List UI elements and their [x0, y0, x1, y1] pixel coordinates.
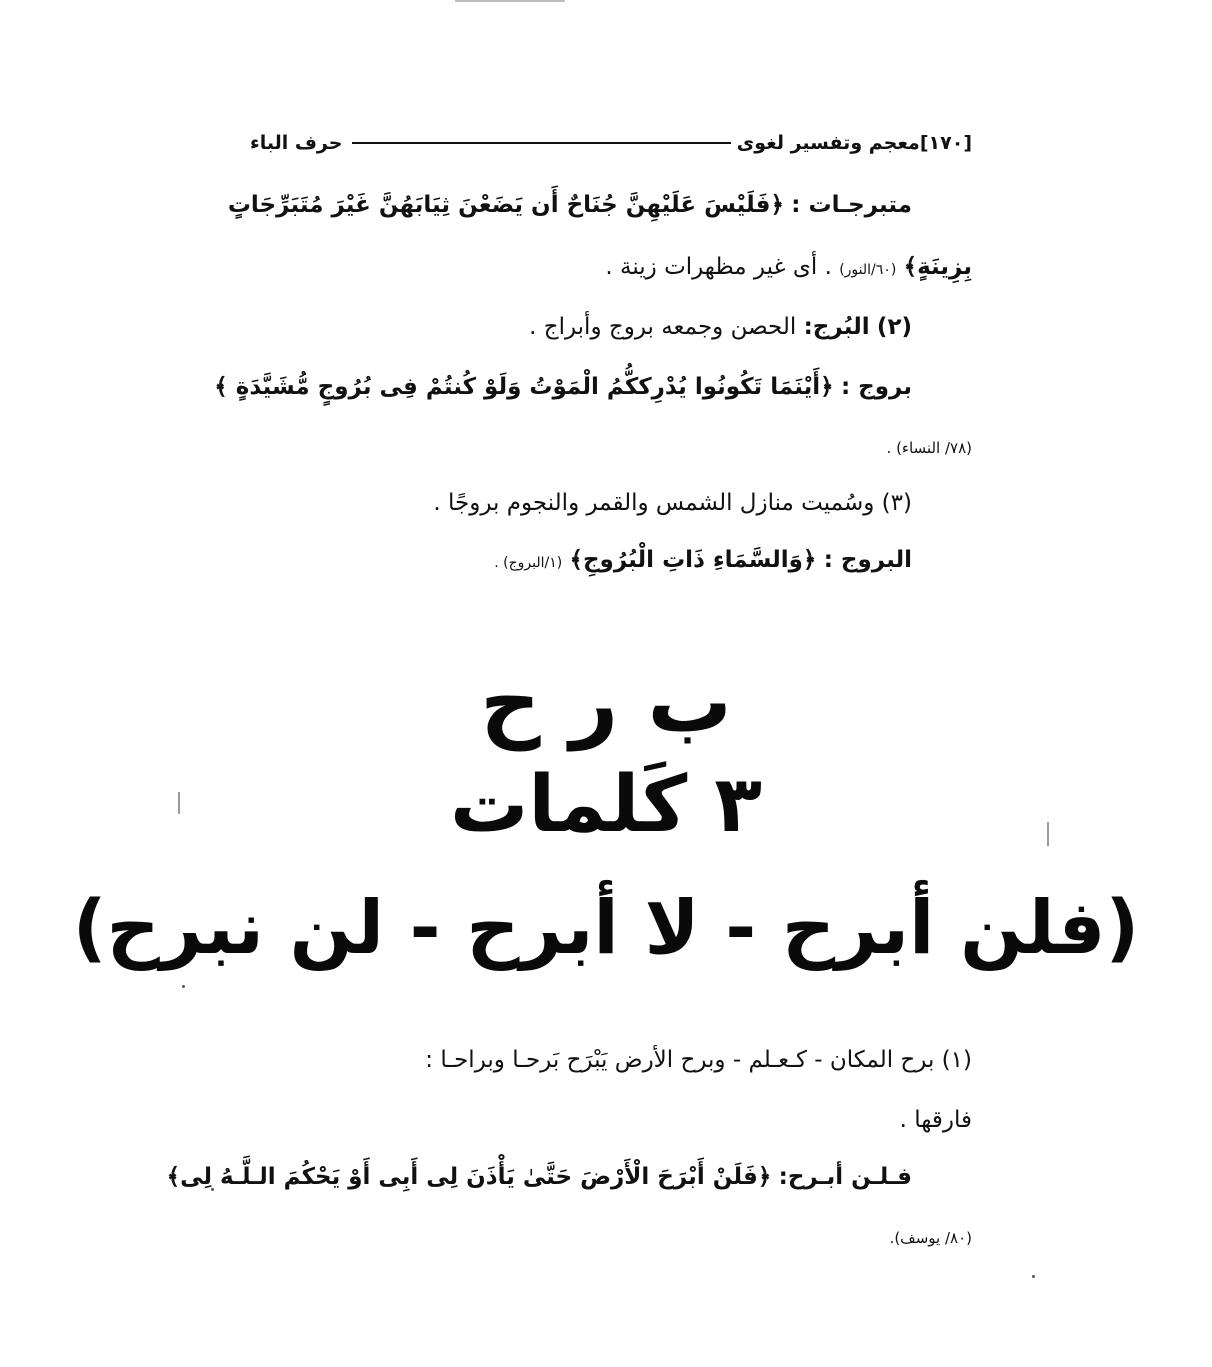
- entry-term: فـلـن أبـرح:: [778, 1164, 912, 1190]
- stars-definition: [292, 488, 912, 528]
- line-content: [529, 312, 912, 342]
- alburuj-line: [292, 545, 912, 585]
- words-list-heading: (فلن أبرح - لا أبرح - لن نبرح): [72, 885, 1140, 971]
- section-title: حرف الباء: [250, 132, 343, 154]
- bariha-definition-1: [292, 1045, 972, 1085]
- bariha-definition-2: [250, 1105, 972, 1145]
- line-content: [167, 1162, 912, 1192]
- explanation-text: . أى غير مظهرات زينة .: [605, 254, 832, 280]
- scan-speck: [182, 985, 185, 988]
- line-content: [214, 372, 912, 402]
- scan-edge-mark: [455, 0, 565, 2]
- header-rule: [352, 142, 730, 144]
- falan-abraha-line: [166, 1162, 912, 1202]
- buruj-reference-line: [250, 436, 972, 464]
- line-content: [605, 252, 972, 285]
- running-header: [250, 128, 972, 158]
- quran-verse: بِزِينَةٍ﴾: [903, 254, 972, 280]
- definition-text: الحصن وجمعه بروج وأبراج .: [529, 314, 797, 340]
- root-letters-heading: ب ر ح: [480, 653, 732, 751]
- definition-word: البُرج:: [803, 314, 870, 340]
- definition-text: فارقها .: [899, 1107, 972, 1133]
- quran-verse: ﴿فَلَنْ أَبْرَحَ الْأَرْضَ حَتَّىٰ يَأْذَنَ لِى أَبِى أَوْ يَحْكُمَ الـلَّـهُ لِى﴾: [166, 1164, 772, 1190]
- scan-speck: [1032, 1275, 1035, 1278]
- line-content: [494, 545, 912, 578]
- burj-definition: [250, 312, 912, 352]
- yusuf-reference-line: [250, 1226, 972, 1254]
- quran-verse: ﴿أَيْنَمَا تَكُونُوا يُدْرِككُّمُ الْمَوْتُ وَلَوْ كُنتُمْ فِى بُرُوجٍ مُّشَيَّدَةٍ ﴾: [214, 374, 834, 400]
- mutabarrijat-line-2: [250, 252, 972, 292]
- verse-reference: (١/البروج) .: [494, 555, 563, 571]
- verse-reference: (٧٨/ النساء) .: [886, 439, 972, 457]
- verse-reference: (٦٠/النور): [839, 262, 897, 278]
- mutabarrijat-line-1: [228, 190, 912, 220]
- word-count-heading: ٣ كَلمات: [450, 760, 762, 850]
- page-number: [١٧٠]: [919, 132, 972, 154]
- definition-number: (٢): [876, 314, 912, 340]
- quran-verse: ﴿فَلَيْسَ عَلَيْهِنَّ جُنَاحٌ أَن يَضَعْنَ ثِيَابَهُنَّ غَيْرَ مُتَبَرِّجَاتٍ: [227, 192, 784, 218]
- book-title: معجم وتفسير لغوى: [736, 132, 920, 154]
- definition-text: (١) برح المكان - كـعـلم - وبرح الأرض يَبْرَح بَرحـا وبراحـا :: [425, 1047, 972, 1073]
- verse-reference: (٨٠/ يوسف).: [889, 1229, 972, 1247]
- definition-text: (٣) وسُميت منازل الشمس والقمر والنجوم بروجًا .: [433, 490, 912, 516]
- entry-term: بروج :: [840, 374, 912, 400]
- entry-term: البروج :: [823, 547, 912, 573]
- entry-term: متبرجـات :: [791, 192, 912, 218]
- buruj-line: [214, 372, 912, 412]
- quran-verse: ﴿وَالسَّمَاءِ ذَاتِ الْبُرُوجِ﴾: [569, 547, 817, 573]
